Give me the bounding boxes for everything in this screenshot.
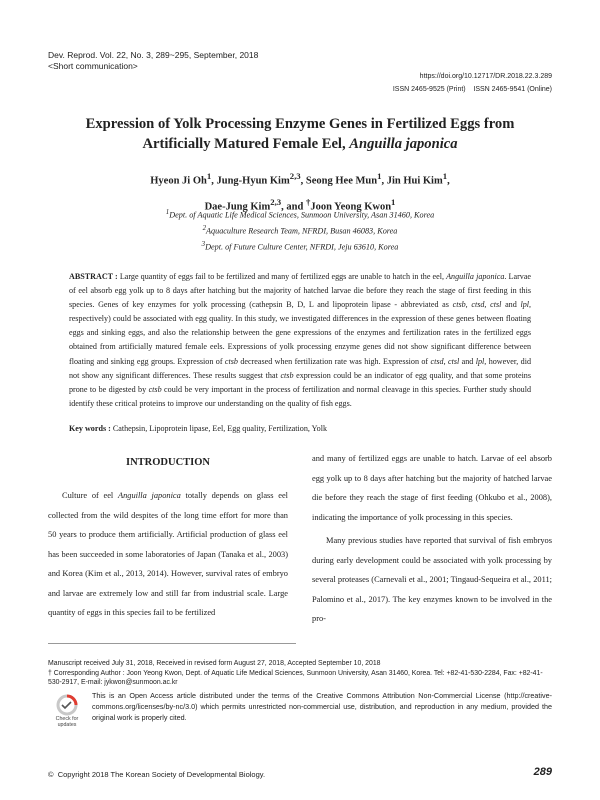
affiliation xyxy=(60,238,540,254)
abstract-text: and xyxy=(459,356,476,366)
abstract-text: , xyxy=(484,300,491,310)
author-affiliation-number: 1 xyxy=(206,171,212,181)
author-affiliation-number: 2,3 xyxy=(289,171,301,181)
gene-name: ctsd xyxy=(471,300,485,310)
journal-citation: Dev. Reprod. Vol. 22, No. 3, 289~295, September, 2018 xyxy=(48,50,259,60)
badge-line-2: updates xyxy=(57,722,77,728)
gene-name: ctsd xyxy=(430,356,444,366)
gene-name: lpl xyxy=(520,300,529,310)
affiliation-number: 3 xyxy=(201,241,206,249)
intro-paragraph-2: Many previous studies have reported that survival of fish embryos during early development could be associated with yolk processing by several proteases (Carnevali et al., 2001; Tingaud-Sequeira et al., 2011; Palomino et al., 2017). The key enzymes known to be involved in the pro- xyxy=(312,536,552,623)
abstract-species: Anguilla japonica xyxy=(446,272,505,281)
author-separator: , xyxy=(211,175,217,187)
author-name: Jung-Hyun Kim xyxy=(216,175,290,187)
license-text: This is an Open Access article distributed under the terms of the Creative Commons Attribution Non-Commercial License (http://creative-commons.org/licenses/by-nc/3.0) which permits unrestricted non-commercial use, distribution, and reproduction in any medium, provided the original work is properly cited. xyxy=(92,691,552,722)
abstract-text: Large quantity of eggs fail to be fertilized and many of fertilized eggs are unable to hatch in the eel, xyxy=(117,272,447,281)
author-line-1 xyxy=(60,166,540,192)
intro-paragraph-1 xyxy=(48,486,288,623)
affiliation xyxy=(60,222,540,238)
issn: ISSN 2465-9525 (Print) ISSN 2465-9541 (Online) xyxy=(392,86,552,93)
affiliation-number: 1 xyxy=(165,209,170,216)
author-name: Joon Yeong Kwon xyxy=(310,201,392,212)
affiliation-number: 2 xyxy=(202,225,206,233)
copyright: © Copyright 2018 The Korean Society of Developmental Biology. xyxy=(48,770,266,779)
journal-header xyxy=(48,50,258,72)
paragraph-text: Culture of eel xyxy=(62,491,118,500)
footnote-divider xyxy=(48,643,296,644)
author-name: Dae-Jung Kim xyxy=(204,201,271,212)
manuscript-dates: Manuscript received July 31, 2018, Received in revised form August 27, 2018, Accepted September 10, 2018 xyxy=(48,660,381,667)
abstract-text: , however, did not show any significant differences. These results suggest that xyxy=(69,356,532,380)
gene-name: ctsb xyxy=(224,356,238,366)
title-line-2-text: Artificially Matured Female Eel, xyxy=(142,136,350,152)
badge-line-1: Check for xyxy=(55,716,79,722)
author-affiliation-number: 1 xyxy=(391,196,396,207)
abstract-text: expression could be an indicator of egg quality, and that some proteins prone to be digested by xyxy=(69,370,532,394)
check-for-updates-badge[interactable] xyxy=(50,694,84,730)
title-line-1: Expression of Yolk Processing Enzyme Genes in Fertilized Eggs from xyxy=(85,116,515,132)
body-column-left xyxy=(48,486,288,623)
gene-name: ctsb xyxy=(280,370,294,380)
abstract xyxy=(69,270,531,411)
page-number: 289 xyxy=(533,766,552,778)
affiliations xyxy=(60,206,540,255)
abstract-text: and xyxy=(501,300,521,310)
article-type: <Short communication> xyxy=(48,61,138,71)
abstract-label: ABSTRACT : xyxy=(69,272,118,281)
doi-link[interactable]: https://doi.org/10.12717/DR.2018.22.3.289 xyxy=(419,73,552,80)
affiliation-text: Aquaculture Research Team, NFRDI, Busan 46083, Korea xyxy=(206,226,398,236)
author-affiliation-number: 1 xyxy=(377,171,382,181)
intro-paragraph-1-continued: and many of fertilized eggs are unable to hatch. Larvae of eel absorb egg yolk up to 8 days after hatching but the majority of hatched larvae die before they reach the stage of first feeding (Ohkubo et al., 2008), indicating the importance of yolk processing in this species. xyxy=(312,454,552,522)
keywords-label: Key words : xyxy=(69,424,111,433)
affiliation-text: Dept. of Future Culture Center, NFRDI, Jeju 63610, Korea xyxy=(205,243,399,253)
doi-block xyxy=(393,70,552,96)
abstract-text: decreased when fertilization rate was high. Expression of xyxy=(237,356,431,366)
abstract-text: , respectively) could be associated with egg quality. In this study, we investigated differences in the expression of these genes between floating eggs and sinking eggs, and also the relationship between the gene expressions of the enzymes and fertilization rates in the fertilized eggs obtained from artificially matured female eels. Expressions of yolk processing enzyme genes did not show significant difference between floating and sinking egg groups. Expression of xyxy=(69,300,532,366)
article-title xyxy=(55,114,545,154)
affiliation-text: Dept. of Aquatic Life Medical Sciences, Sunmoon University, Asan 31460, Korea xyxy=(169,210,435,220)
keywords-text: Cathepsin, Lipoprotein lipase, Eel, Egg quality, Fertilization, Yolk xyxy=(110,424,327,433)
species-name: Anguilla japonica xyxy=(117,491,181,500)
section-heading-introduction: INTRODUCTION xyxy=(125,457,210,468)
author-separator: , xyxy=(300,175,306,187)
title-species: Anguilla japonica xyxy=(349,136,458,152)
gene-name: lpl xyxy=(475,356,485,366)
author-name: Seong Hee Mun xyxy=(305,175,378,187)
abstract-text: , xyxy=(443,356,448,366)
footnotes xyxy=(48,659,552,688)
corresponding-marker: † xyxy=(305,196,311,207)
paragraph-text: totally depends on glass eel collected from the wild despites of the long time effort for more than 50 years to produce them artificially. Artificial production of glass eel has been succeeded in some laboratories of Japan (Tanaka et al., 2003) and Korea (Kim et al., 2013, 2014). However, survival rates of embryo and larvae are extremely low and still far from industrial scale. Large quantity of eggs in this species fail to be fertilized xyxy=(48,491,289,617)
abstract-text: could be very important in the process of fertilization and normal cleavage in this species. Further study should identify these critical proteins to improve our understanding on the quality of fish eggs. xyxy=(69,384,532,408)
author-separator: , and xyxy=(281,201,306,212)
keywords xyxy=(69,422,531,435)
author-separator: , xyxy=(447,175,450,187)
gene-name: ctsb xyxy=(148,384,162,394)
author-name: Hyeon Ji Oh xyxy=(150,175,207,187)
author-separator: , xyxy=(381,175,387,187)
affiliation xyxy=(60,206,540,222)
abstract-text: , xyxy=(465,300,472,310)
author-affiliation-number: 1 xyxy=(442,171,448,181)
gene-name: ctsl xyxy=(448,356,460,366)
abstract-text: . Larvae of eel absorb egg yolk up to 8 days after hatching but the majority of hatched larvae die before they reach the stage of first feeding in this species. Genes of key enzymes for yolk processing (cathepsin B, D, L and lipoprotein lipase - abbreviated as xyxy=(69,272,531,310)
author-name: Jin Hui Kim xyxy=(386,175,443,187)
corresponding-author: † Corresponding Author : Joon Yeong Kwon, Dept. of Aquatic Life Medical Sciences, Sunmoon University, Asan 31460, Korea. Tel: +82-41-530-2284, Fax: +82-41-530-2917, E-mail: jykwon@sunmoon.ac.kr xyxy=(48,669,543,686)
gene-name: ctsb xyxy=(452,300,466,310)
body-column-right xyxy=(312,449,552,629)
author-affiliation-number: 2,3 xyxy=(270,196,282,207)
title-line-2 xyxy=(55,134,545,154)
gene-name: ctsl xyxy=(490,300,502,310)
